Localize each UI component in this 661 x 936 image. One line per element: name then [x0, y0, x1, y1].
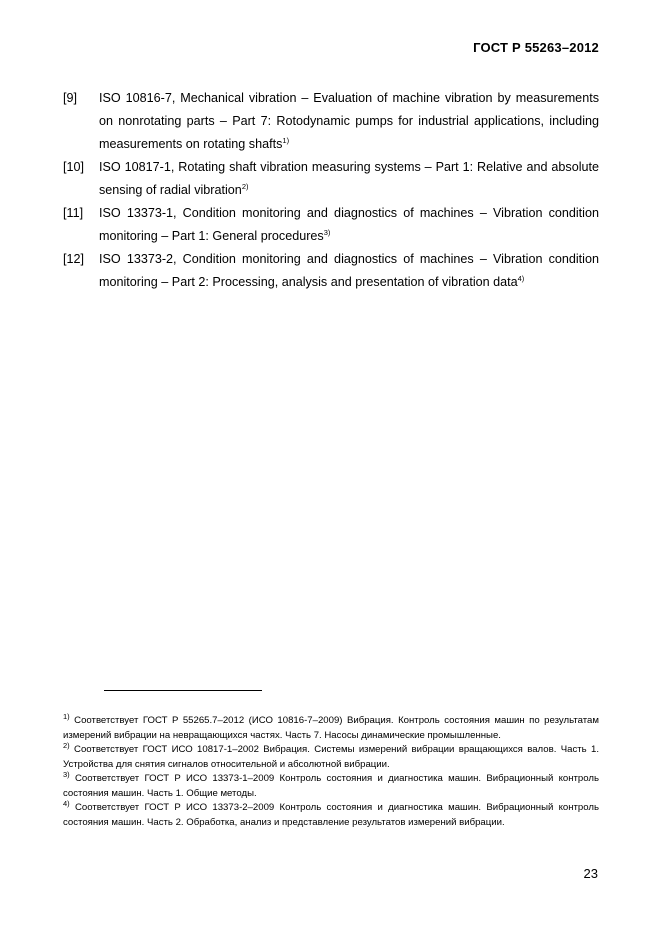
- footnote: [63, 740, 599, 772]
- reference-body: ISO 13373-1, Condition monitoring and diagnostics of machines – Vibration condition monitoring – Part 1: General procedures: [99, 206, 599, 243]
- document-header: ГОСТ Р 55263–2012: [473, 40, 599, 55]
- reference-text: [99, 87, 599, 156]
- page-number: 23: [583, 866, 598, 881]
- footnotes: [63, 711, 599, 830]
- reference-body: ISO 10817-1, Rotating shaft vibration measuring systems – Part 1: Relative and absolute sensing of radial vibration: [99, 160, 599, 197]
- footnote-text: Соответствует ГОСТ Р ИСО 13373-2–2009 Контроль состояния и диагностика машин. Вибрационный контроль состояния машин. Часть 2. Обработка, анализ и представление результатов измерений вибрации.: [63, 802, 599, 828]
- footnote-text: Соответствует ГОСТ Р 55265.7–2012 (ИСО 10816-7–2009) Вибрация. Контроль состояния машин по результатам измерений вибрации на невращающихся частях. Часть 7. Насосы динамические промышленные.: [63, 715, 599, 741]
- footnote-mark: 4): [63, 798, 70, 808]
- bibliography-item: [63, 202, 599, 248]
- footnote-ref: 1): [282, 135, 290, 145]
- reference-number: [11]: [63, 206, 84, 220]
- footnote-separator: [104, 690, 262, 691]
- footnote: [63, 769, 599, 801]
- bibliography-item: [63, 248, 599, 294]
- footnote-ref: 3): [323, 227, 331, 237]
- reference-number: [12]: [63, 252, 85, 266]
- bibliography-list: [63, 87, 599, 294]
- footnote: [63, 711, 599, 743]
- footnote-mark: 3): [63, 769, 70, 779]
- footnote-ref: 2): [241, 181, 249, 191]
- footnote-mark: 2): [63, 740, 70, 750]
- reference-body: ISO 13373-2, Condition monitoring and diagnostics of machines – Vibration condition monitoring – Part 2: Processing, analysis and presentation of vibration data: [99, 252, 599, 289]
- bibliography-item: [63, 156, 599, 202]
- footnote: [63, 798, 599, 830]
- reference-number: [9]: [63, 91, 78, 105]
- footnote-ref: 4): [517, 273, 525, 283]
- reference-text: [99, 156, 599, 202]
- bibliography-item: [63, 87, 599, 156]
- reference-text: [99, 202, 599, 248]
- reference-number: [10]: [63, 160, 85, 174]
- footnote-text: Соответствует ГОСТ ИСО 10817-1–2002 Вибрация. Системы измерений вибрации вращающихся валов. Часть 1. Устройства для снятия сигналов относительной и абсолютной вибрации.: [63, 744, 599, 770]
- footnote-mark: 1): [63, 711, 70, 721]
- reference-body: ISO 10816-7, Mechanical vibration – Evaluation of machine vibration by measurements on nonrotating parts – Part 7: Rotodynamic pumps for industrial applications, including measurements on rotating shafts: [99, 91, 599, 151]
- footnote-text: Соответствует ГОСТ Р ИСО 13373-1–2009 Контроль состояния и диагностика машин. Вибрационный контроль состояния машин. Часть 1. Общие методы.: [63, 773, 599, 799]
- reference-text: [99, 248, 599, 294]
